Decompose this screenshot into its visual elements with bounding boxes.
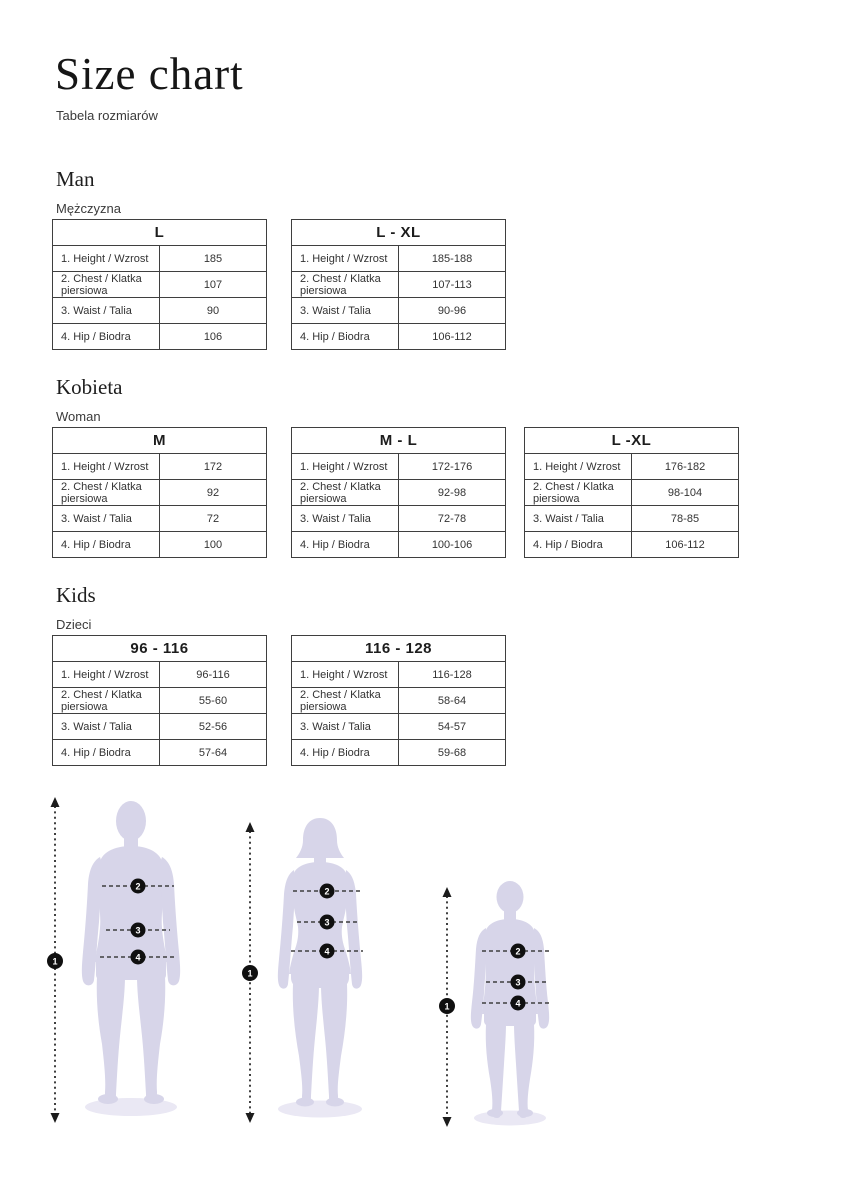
measurement-label: 4. Hip / Biodra <box>292 324 399 350</box>
measurement-label: 1. Height / Wzrost <box>292 662 399 688</box>
measurement-value: 52-56 <box>160 714 267 740</box>
svg-text:4: 4 <box>135 952 141 963</box>
table-row <box>53 740 267 766</box>
svg-text:3: 3 <box>324 917 330 928</box>
measurement-label: 2. Chest / Klatka piersiowa <box>53 272 160 298</box>
page-title: Size chart <box>55 49 244 99</box>
height-arrow <box>439 887 455 1127</box>
measurement-value: 172-176 <box>399 454 506 480</box>
size-table-woman-m-l <box>291 427 506 558</box>
table-row <box>53 272 267 298</box>
svg-text:1: 1 <box>52 956 58 967</box>
size-table-kids-116-128 <box>291 635 506 766</box>
size-table-woman-l-xl <box>524 427 739 558</box>
measurement-label: 1. Height / Wzrost <box>53 246 160 272</box>
ground-shadow <box>474 1111 546 1126</box>
size-table-header: 116 - 128 <box>292 636 506 662</box>
svg-text:2: 2 <box>515 946 521 957</box>
page-subtitle: Tabela rozmiarów <box>56 108 158 123</box>
table-row <box>292 480 506 506</box>
measurement-label: 3. Waist / Talia <box>53 714 160 740</box>
table-row <box>53 324 267 350</box>
measurement-value: 106-112 <box>632 532 739 558</box>
table-row <box>525 454 739 480</box>
table-row <box>292 662 506 688</box>
measurement-label: 4. Hip / Biodra <box>292 532 399 558</box>
size-table-kids-96-116 <box>52 635 267 766</box>
measurement-label: 3. Waist / Talia <box>292 298 399 324</box>
measurement-value: 55-60 <box>160 688 267 714</box>
measurement-value: 172 <box>160 454 267 480</box>
measurement-label: 2. Chest / Klatka piersiowa <box>53 480 160 506</box>
size-table-header: M - L <box>292 428 506 454</box>
measurement-value: 92 <box>160 480 267 506</box>
svg-text:2: 2 <box>135 881 141 892</box>
measurement-value: 90 <box>160 298 267 324</box>
size-table-header: L - XL <box>292 220 506 246</box>
table-row <box>292 246 506 272</box>
measurement-label: 4. Hip / Biodra <box>53 740 160 766</box>
measurement-value: 107 <box>160 272 267 298</box>
table-row <box>53 532 267 558</box>
svg-text:3: 3 <box>515 977 521 988</box>
measurement-value: 100-106 <box>399 532 506 558</box>
size-table-woman-m <box>52 427 267 558</box>
table-row <box>292 714 506 740</box>
child-figure-diagram <box>432 876 592 1136</box>
measurement-value: 92-98 <box>399 480 506 506</box>
man-silhouette-icon <box>82 801 180 1104</box>
table-row <box>53 298 267 324</box>
woman-silhouette-icon <box>278 818 362 1107</box>
table-row <box>292 272 506 298</box>
table-row <box>53 662 267 688</box>
woman-figure-diagram <box>235 794 385 1129</box>
measurement-label: 2. Chest / Klatka piersiowa <box>53 688 160 714</box>
table-row <box>292 532 506 558</box>
measurement-value: 96-116 <box>160 662 267 688</box>
table-row <box>292 506 506 532</box>
measurement-label: 1. Height / Wzrost <box>53 454 160 480</box>
table-row <box>292 688 506 714</box>
measurement-value: 72 <box>160 506 267 532</box>
size-table-man-l-xl <box>291 219 506 350</box>
table-row <box>525 506 739 532</box>
size-table-header: L -XL <box>525 428 739 454</box>
measurement-label: 1. Height / Wzrost <box>53 662 160 688</box>
man-figure-diagram <box>40 794 195 1124</box>
measurement-label: 1. Height / Wzrost <box>525 454 632 480</box>
measurement-value: 78-85 <box>632 506 739 532</box>
table-row <box>53 506 267 532</box>
measurement-value: 185 <box>160 246 267 272</box>
measurement-value: 106-112 <box>399 324 506 350</box>
table-row <box>53 714 267 740</box>
measurement-value: 58-64 <box>399 688 506 714</box>
ground-shadow <box>278 1101 362 1118</box>
man-tables-row <box>52 219 796 348</box>
svg-text:4: 4 <box>324 946 330 957</box>
measurement-label: 3. Waist / Talia <box>292 506 399 532</box>
measurement-label: 2. Chest / Klatka piersiowa <box>292 480 399 506</box>
measurement-label: 4. Hip / Biodra <box>53 324 160 350</box>
section-subheading-kids: Dzieci <box>56 617 92 632</box>
woman-tables-row <box>52 427 796 556</box>
svg-text:1: 1 <box>247 968 253 979</box>
section-subheading-woman: Woman <box>56 409 101 424</box>
measurement-value: 90-96 <box>399 298 506 324</box>
section-heading-man: Man <box>56 167 95 191</box>
table-row <box>53 480 267 506</box>
table-row <box>53 454 267 480</box>
measurement-label: 2. Chest / Klatka piersiowa <box>292 272 399 298</box>
table-row <box>292 740 506 766</box>
table-row <box>53 688 267 714</box>
height-arrow <box>47 797 63 1123</box>
table-row <box>292 298 506 324</box>
table-row <box>292 454 506 480</box>
measurement-value: 100 <box>160 532 267 558</box>
child-silhouette-icon <box>471 881 549 1118</box>
measurement-value: 98-104 <box>632 480 739 506</box>
table-row <box>525 532 739 558</box>
kids-tables-row <box>52 635 796 764</box>
measurement-value: 107-113 <box>399 272 506 298</box>
measurement-value: 176-182 <box>632 454 739 480</box>
table-row <box>525 480 739 506</box>
size-table-header: L <box>53 220 267 246</box>
measurement-label: 3. Waist / Talia <box>53 298 160 324</box>
measurement-label: 3. Waist / Talia <box>292 714 399 740</box>
measurement-value: 72-78 <box>399 506 506 532</box>
measurement-label: 4. Hip / Biodra <box>53 532 160 558</box>
size-table-header: M <box>53 428 267 454</box>
height-arrow <box>242 822 258 1123</box>
measurement-label: 1. Height / Wzrost <box>292 454 399 480</box>
measurement-label: 1. Height / Wzrost <box>292 246 399 272</box>
section-heading-woman: Kobieta <box>56 375 123 399</box>
measurement-value: 106 <box>160 324 267 350</box>
measurement-label: 4. Hip / Biodra <box>525 532 632 558</box>
svg-text:4: 4 <box>515 998 521 1009</box>
measurement-value: 116-128 <box>399 662 506 688</box>
measurement-value: 185-188 <box>399 246 506 272</box>
measurement-value: 54-57 <box>399 714 506 740</box>
size-table-man-l <box>52 219 267 350</box>
section-subheading-man: Mężczyzna <box>56 201 122 216</box>
measurement-label: 3. Waist / Talia <box>53 506 160 532</box>
measurement-value: 59-68 <box>399 740 506 766</box>
table-row <box>292 324 506 350</box>
measurement-label: 4. Hip / Biodra <box>292 740 399 766</box>
measurement-label: 2. Chest / Klatka piersiowa <box>525 480 632 506</box>
svg-text:1: 1 <box>444 1001 450 1012</box>
measurement-value: 57-64 <box>160 740 267 766</box>
size-table-header: 96 - 116 <box>53 636 267 662</box>
measurement-label: 3. Waist / Talia <box>525 506 632 532</box>
measurement-label: 2. Chest / Klatka piersiowa <box>292 688 399 714</box>
svg-text:2: 2 <box>324 886 330 897</box>
section-heading-kids: Kids <box>56 583 96 607</box>
svg-text:3: 3 <box>135 925 141 936</box>
table-row <box>53 246 267 272</box>
